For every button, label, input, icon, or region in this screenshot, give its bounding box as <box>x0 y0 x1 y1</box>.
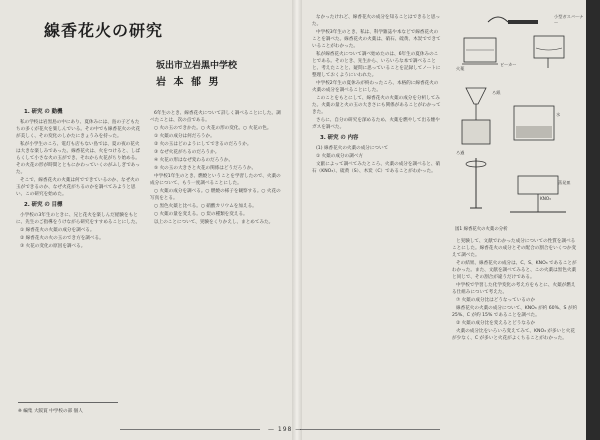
filtration-illustration <box>462 88 554 144</box>
figure-label: 小型ガスバーナー <box>554 14 584 25</box>
list-item: ② 線香花火の火の玉のでき方を調べる。 <box>20 236 104 241</box>
paragraph: と実験して、文献でわかった成分についての性質を調べることにした。線香花火の成分とその配合の割合をいくつか変えて調べた。 <box>452 239 577 258</box>
list-item: ① 線香花火の火薬の成分を調べる。 <box>20 228 95 233</box>
paragraph: なかったけれど、線香花火の成分を知ることはできると思った。 <box>312 15 441 27</box>
book-gutter <box>292 0 302 440</box>
paragraph: 6年生のとき、線香花火について詳しく調べることにした。調べたことは、次の点である。 <box>150 111 281 123</box>
figure-label: 水 <box>556 112 561 117</box>
paragraph: 線香花火の火薬の成分について、KNO₃ が約 60%、S が約 25%、C が約 15% であることを調べた。 <box>452 306 578 318</box>
paragraph: 火薬の成分比をいろいろ変えてみて、KNO₃ が多いと火花が少なく、C が多いと火花がよくちることがわかった。 <box>452 329 575 341</box>
figure-label: ろ過 <box>456 150 465 155</box>
list-item: ① 火薬の成分の調べ方 <box>316 154 363 159</box>
list-item: ○ 黒色火薬と比べる。○ 硝酸カリウムを加える。 <box>154 204 257 209</box>
figure-label: ビーカー <box>500 62 517 67</box>
paragraph: このことをもとにして、線香花火の火薬の成分を分析してみた。火薬の量と火の玉の大きさにも関係があることがわかってきた。 <box>312 96 441 115</box>
burner-illustration <box>488 17 564 68</box>
column-2 <box>150 110 282 227</box>
section-heading: 2. 研究 の 目標 <box>24 202 63 208</box>
page-number: — 198 — <box>268 426 303 433</box>
paragraph: 私の学校は岩黒島の中にあり、夏休みには、島の子どもたちの多くが花火を楽しんでいる。その中でも線香花火の火花が美しく、その変化のしかたにきょうみを持った。 <box>16 120 141 139</box>
subsection-heading: ⑦ 火薬の成分比はどうなっているのか <box>456 298 536 303</box>
section-heading: 3. 研究 の 内容 <box>320 135 359 141</box>
footnote-rule <box>18 402 118 403</box>
beaker-illustration <box>462 38 498 64</box>
paragraph: 私が線香花火について調べ始めたのは、6年生の夏休みのことである。そのとき、先生から、いろいろな本で調べることと、考えたことと、疑問に思っていることを記録してノートに整理しておくようにいわれた。 <box>312 52 441 78</box>
list-item: ① 火薬の成分は何だろうか。 <box>154 134 215 139</box>
paragraph: 文献によって調べてみたところ、火薬の成分を調べると、硝石（KNO₃）、硫黄（S）、木炭（C）であることがわかった。 <box>312 162 441 174</box>
footnote: ※ 編集 大阪賞 中学校の部 個人 <box>18 409 83 414</box>
paragraph: 中学校3年生のとき、私は、科学雑誌や本などで線香花火のことを調べた。線香花火の火薬は、硝石、硫黄、木炭でできていることがわかった。 <box>312 30 441 49</box>
list-item: ○ 火薬の成分を調べる。○ 燃焼の様子を観察する。○ 火花の写真をとる。 <box>150 189 281 201</box>
page-rule-right <box>300 429 440 430</box>
list-item: ⑤ 火の玉の大きさと火花の関係はどうだろうか。 <box>154 166 257 171</box>
list-item: ③ なぜ火花がちるのだろうか。 <box>154 150 220 155</box>
article-title: 線香花火の研究 <box>44 21 164 40</box>
paragraph: ○ 火の玉のできかた。○ 火花の形の変化。○ 火花の色。 <box>154 126 272 131</box>
list-item: ④ 火花の形はなぜ変わるのだろうか。 <box>154 158 234 163</box>
column-4 <box>452 238 578 343</box>
list-item: ③ 火花の変化の原因を調べる。 <box>20 244 86 249</box>
author-name: 岩 本 郁 男 <box>156 77 221 88</box>
paragraph: 小学校の3年生のときに、兄と花火を楽しんだ経験をもとに、先生のご指導をうけながら研究をすすめることにした。 <box>16 213 141 225</box>
paragraph: さらに、自分の研究を深めるため、火薬を燃やして出る煙やガスを調べた。 <box>312 118 440 130</box>
paragraph: 私が小学生のころ、電灯も店もない島では、夏の夜の花火は大きな楽しみであった。線香花火は、火をつけると、しばらくして小さな火の玉ができ、それから火花がちり始める。その火花の形が時間とともにかわっていくのがふしぎであった。 <box>16 142 140 175</box>
page-rule-left <box>120 429 260 430</box>
figure-label: ろ紙 <box>492 90 501 95</box>
figure-caption: 図1 線香花火の火薬の分析 <box>455 227 508 232</box>
list-item: ② 火の玉はどのようにしてできるのだろうか。 <box>154 142 252 147</box>
paragraph: 中学校1年生のとき、燃焼ということを学習したので、火薬の成分について、もう一度調べることにした。 <box>150 174 281 186</box>
paragraph: 中学校で学習した化学変化の考え方をもとに、火薬が燃える仕組みについて考えた。 <box>452 283 576 295</box>
figure-label: 火薬 <box>456 66 465 71</box>
paragraph: 以上のことについて、実験をくりかえし、まとめてみた。 <box>154 220 274 225</box>
paragraph: 中学校2年生の夏休みが終わったころ、本格的に線香花火の火薬の成分を調べることにした。 <box>312 81 439 93</box>
list-item: ○ 火薬の量を変える。○ 炭の種類を変える。 <box>154 212 248 217</box>
subsection-heading: ② 火薬の成分比を変えるとどうなるか <box>456 321 536 326</box>
figure-label: 蒸発皿 <box>558 180 571 185</box>
section-heading: 1. 研究 の 動機 <box>24 109 63 115</box>
paragraph: その結果、線香花火の成分は、C、S、KNO₃ であることがわかった。また、文献を調べてみると、この火薬は黒色火薬と同じで、その割合が違うだけである。 <box>452 261 577 280</box>
column-1 <box>16 105 142 251</box>
evaporation-illustration <box>466 158 566 212</box>
column-3 <box>312 14 442 176</box>
school-name: 坂出市立岩黒中学校 <box>156 61 238 71</box>
paragraph: そこで、線香花火の火薬は何でできているのか、なぜ火の玉ができるのか、なぜ火花がちるのかを調べてみようと思い、この研究を始めた。 <box>16 178 140 197</box>
figure-label: KNO₃ <box>540 196 551 201</box>
subsection-heading: (1) 線香花火の火薬の成分について <box>316 146 389 151</box>
